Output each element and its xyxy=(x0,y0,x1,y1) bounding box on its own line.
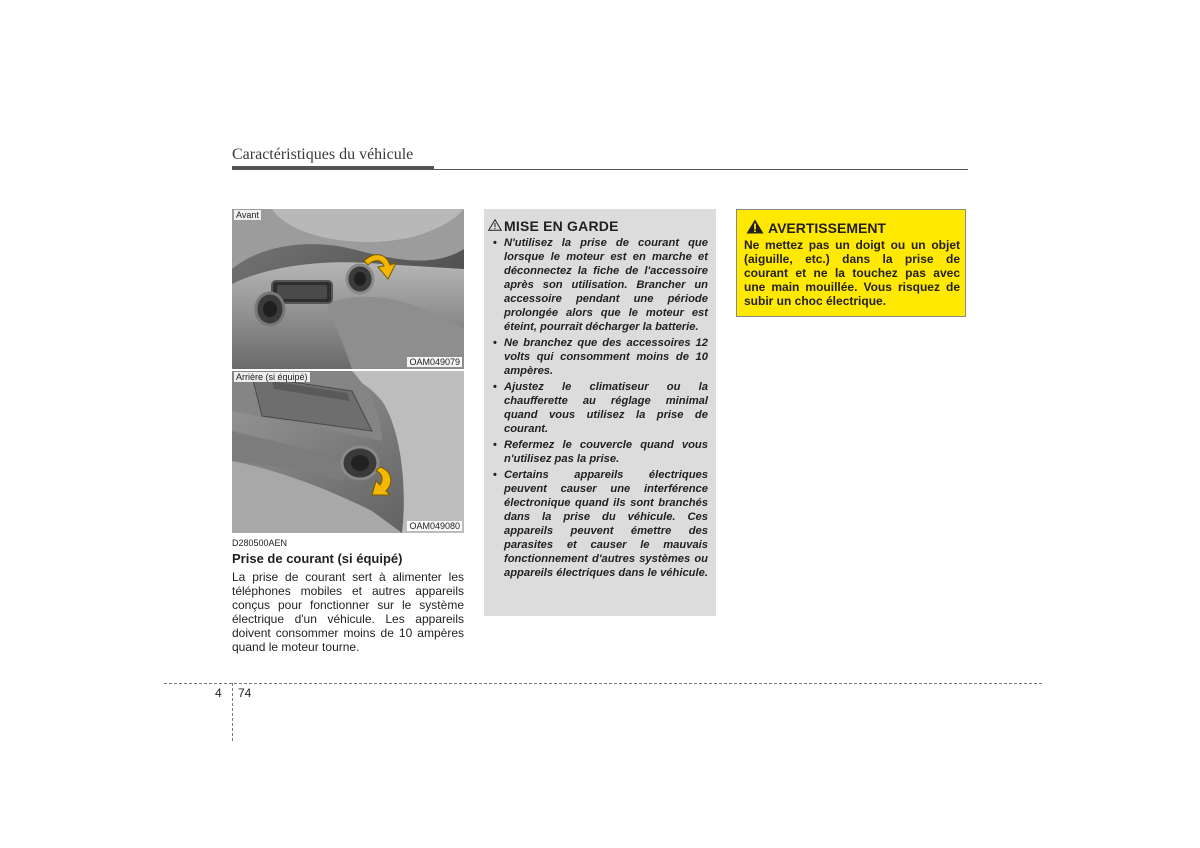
warning-text: Ne mettez pas un doigt ou un objet (aiguille, etc.) dans la prise de courant et ne la touchez pas avec une main mouillée. Vous risquez de subir un choc électrique. xyxy=(744,238,960,308)
list-item: • Ajustez le climatiseur ou la chaufferette au réglage minimal quand vous utilisez la prise de courant. xyxy=(493,381,708,435)
footer-divider xyxy=(232,683,233,741)
header-rule xyxy=(232,169,968,170)
figure-label: Arrière (si équipé) xyxy=(236,372,308,382)
page-number: 74 xyxy=(238,686,252,700)
warning-triangle-icon xyxy=(746,219,764,234)
caution-list xyxy=(490,236,708,582)
caution-item-text: Ajustez le climatiseur ou la chaufferette au réglage minimal quand vous utilisez la prise de courant. xyxy=(504,381,708,435)
caution-title: MISE EN GARDE xyxy=(504,218,619,234)
caution-item-text: N'utilisez la prise de courant que lorsque le moteur est en marche et déconnectez la fiche de l'accessoire après son utilisation. Brancher un accessoire pendant une période prolongée alors que le moteur est éteint, pourrait décharger la batterie. xyxy=(504,237,708,333)
caution-item-text: Certains appareils électriques peuvent causer une interférence électronique quand ils sont branchés dans la prise du véhicule. Ces appareils peuvent émettre des parasites et causer le mauvais fonctionnement d'autres systèmes ou appareils électriques dans le véhicule. xyxy=(504,469,708,579)
list-item: • Certains appareils électriques peuvent causer une interférence électronique quand ils sont branchés dans la prise du véhicule. Ces appareils peuvent émettre des parasites et causer le mauvais fonctionnement d'autres systèmes ou appareils électriques dans le véhicule. xyxy=(493,469,708,579)
section-heading: Prise de courant (si équipé) xyxy=(232,551,403,566)
caution-item-text: Refermez le couvercle quand vous n'utilisez pas la prise. xyxy=(504,439,708,465)
figure-code: OAM049080 xyxy=(409,521,460,531)
footer-rule xyxy=(164,683,1042,684)
caution-box xyxy=(484,209,716,616)
rear-outlet-figure xyxy=(232,371,464,533)
chapter-number: 4 xyxy=(215,686,222,700)
list-item: • Ne branchez que des accessoires 12 volts qui consomment moins de 10 ampères. xyxy=(493,337,708,377)
warning-triangle-icon xyxy=(488,219,502,231)
front-outlet-figure xyxy=(232,209,464,369)
front-power-outlet-photo xyxy=(232,209,464,369)
figure-label: Avant xyxy=(236,210,259,220)
warning-box xyxy=(736,209,966,317)
figure-code: OAM049079 xyxy=(409,357,460,367)
list-item: • Refermez le couvercle quand vous n'utilisez pas la prise. xyxy=(493,439,708,465)
warning-title: AVERTISSEMENT xyxy=(768,220,886,236)
section-title: Caractéristiques du véhicule xyxy=(232,146,414,163)
section-body: La prise de courant sert à alimenter les téléphones mobiles et autres appareils conçus pour fonctionner sur le système électrique d'un véhicule. Les appareils doivent consommer moins de 10 ampères quand le moteur tourne. xyxy=(232,570,464,654)
caution-item-text: Ne branchez que des accessoires 12 volts qui consomment moins de 10 ampères. xyxy=(504,337,708,377)
list-item: • N'utilisez la prise de courant que lorsque le moteur est en marche et déconnectez la fiche de l'accessoire après son utilisation. Brancher un accessoire pendant une période prolongée alors que le moteur est éteint, pourrait décharger la batterie. xyxy=(493,237,708,333)
rear-power-outlet-photo xyxy=(232,371,464,533)
document-code: D280500AEN xyxy=(232,538,288,548)
